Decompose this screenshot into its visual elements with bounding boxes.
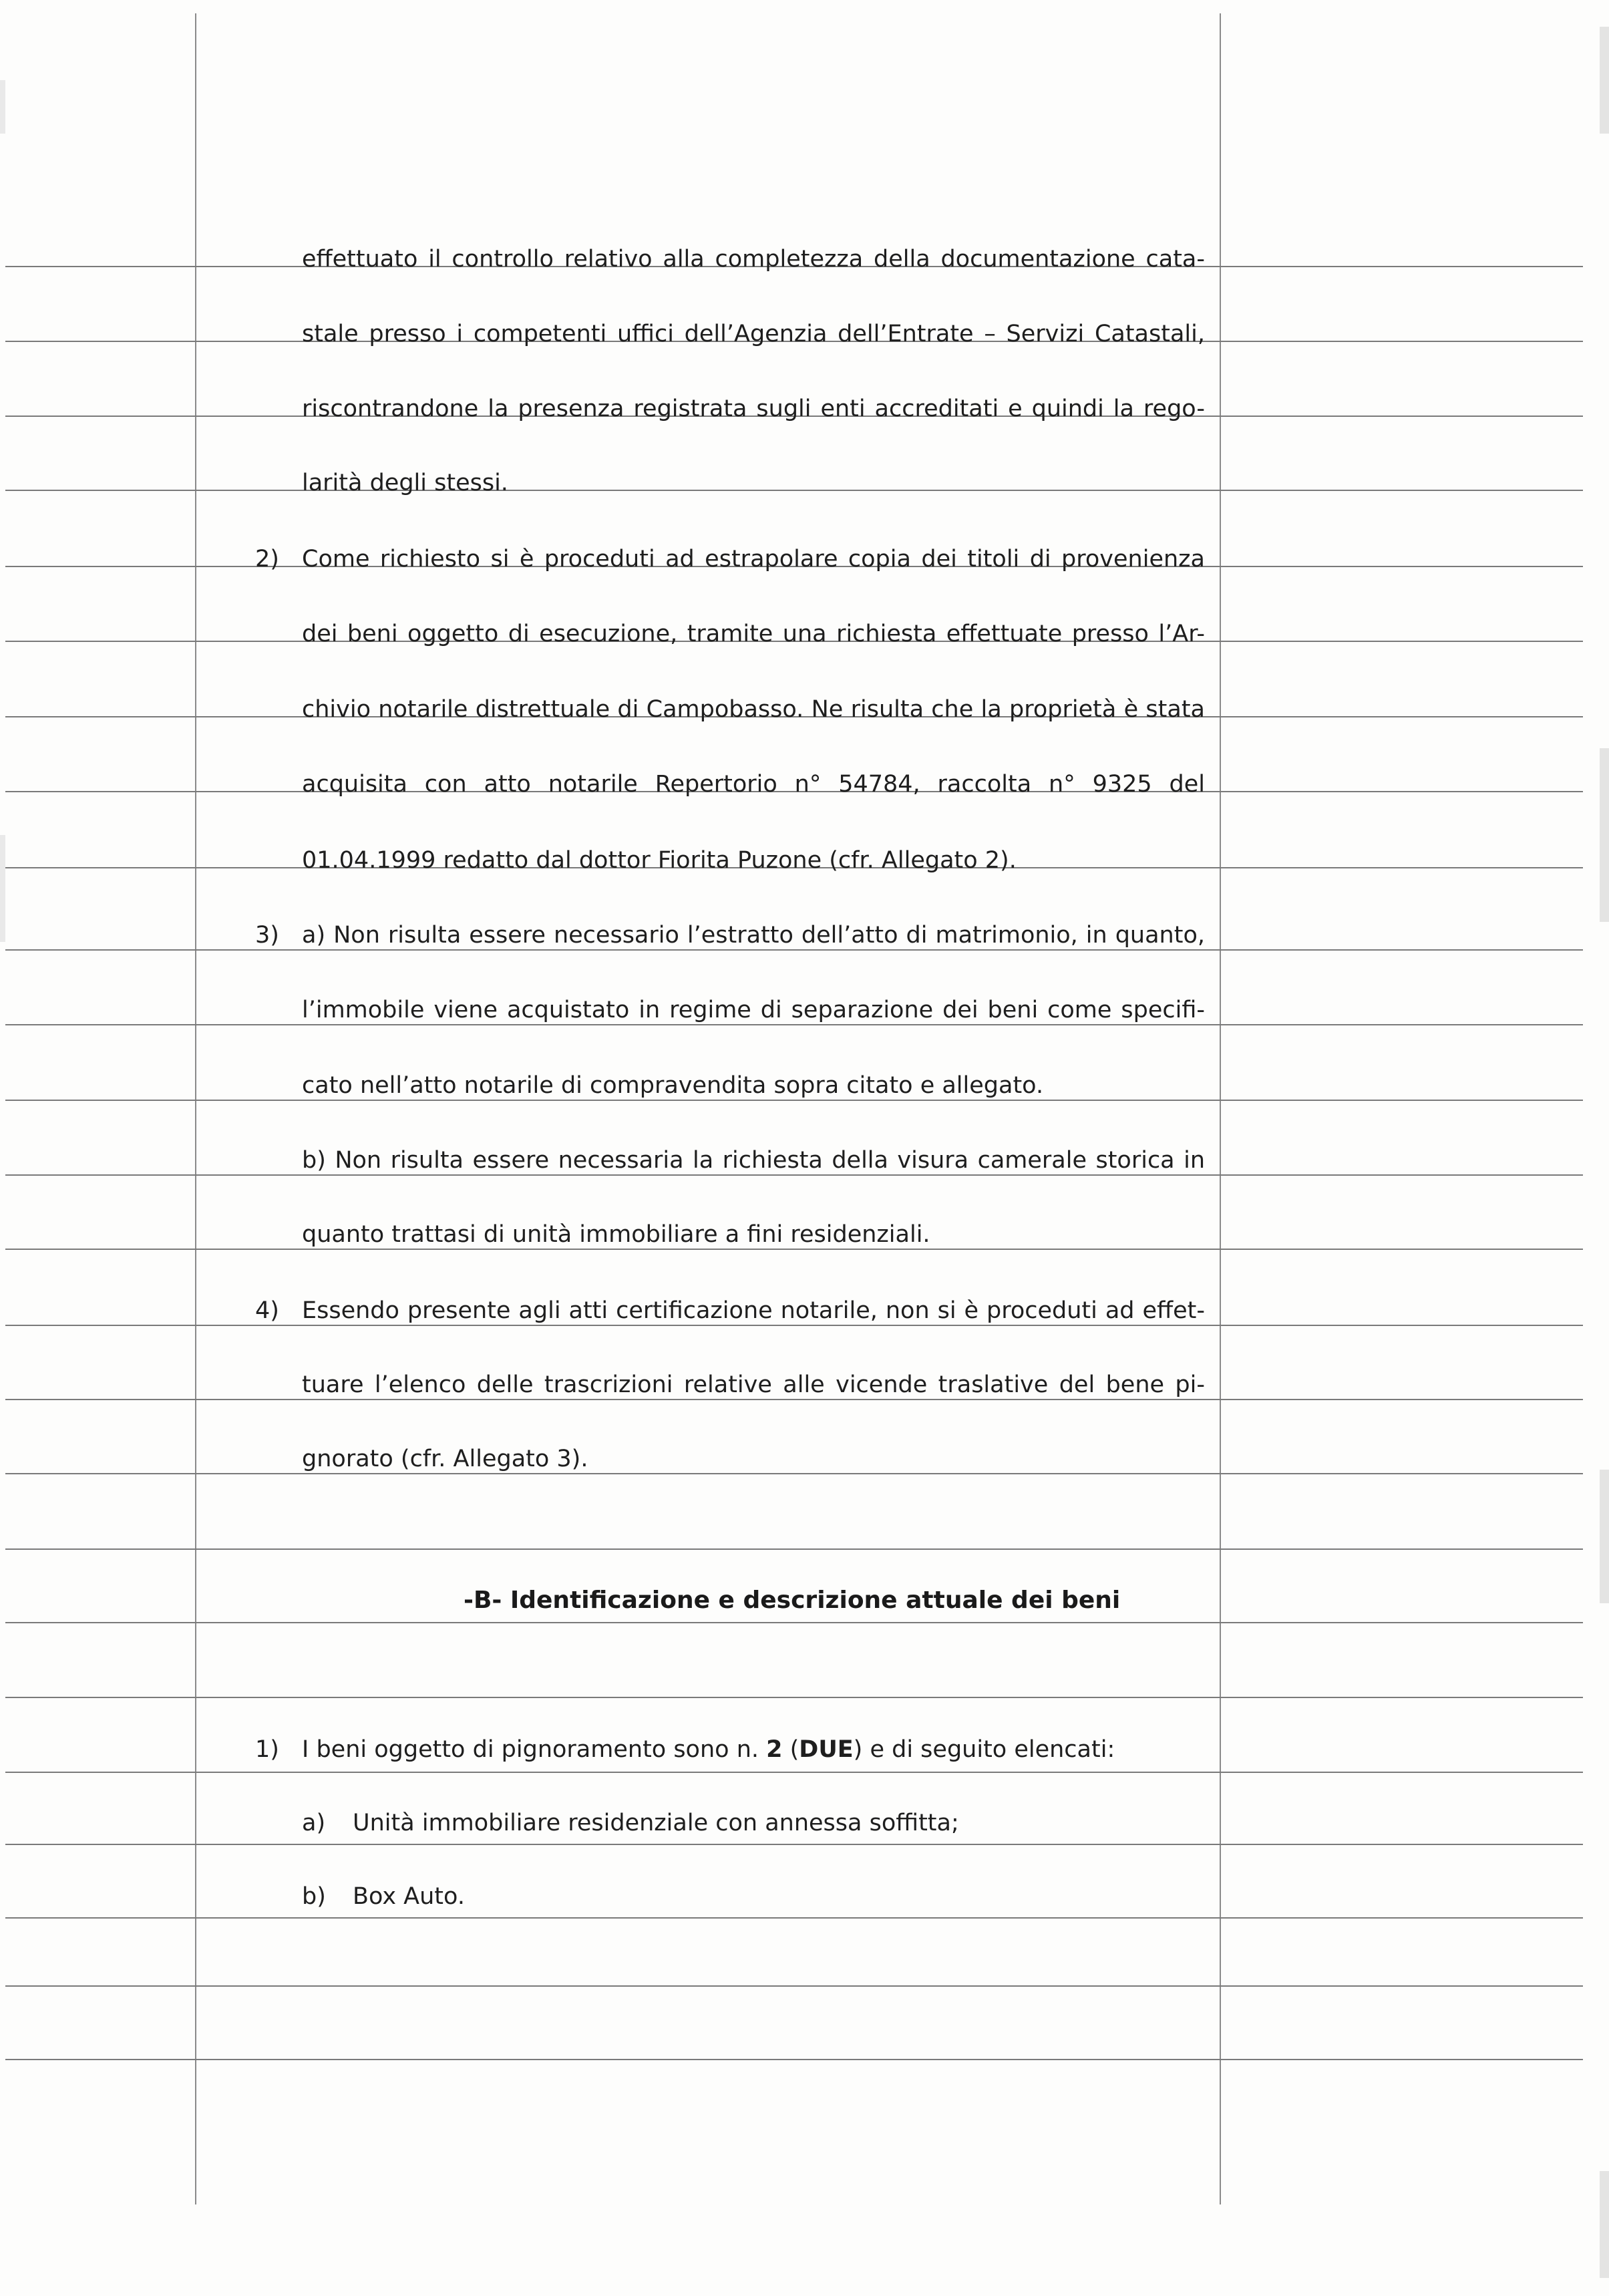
item1-text: I beni oggetto di pignoramento sono n.: [302, 1736, 767, 1763]
item4-line: tuare l’elenco delle trascrizioni relative alle vicende traslative del bene pi-: [302, 1371, 1205, 1398]
item3-line: cato nell’atto notarile di compravendita sopra citato e allegato.: [302, 1072, 1044, 1099]
scan-edge-shadow: [0, 835, 5, 942]
item3-line: l’immobile viene acquistato in regime di separazione dei beni come specifi-: [302, 997, 1205, 1023]
item2-line: acquisita con atto notarile Repertorio n° 54784, raccolta n° 9325 del: [302, 771, 1205, 798]
scan-edge-shadow: [1600, 2171, 1609, 2278]
item3-line: b) Non risulta essere necessaria la richiesta della visura camerale storica in: [302, 1147, 1205, 1174]
sub-item-text: Box Auto.: [353, 1883, 465, 1910]
item1-count-word: DUE: [799, 1736, 854, 1763]
paragraph-line: stale presso i competenti uffici dell’Agenzia dell’Entrate – Servizi Catastali,: [302, 321, 1205, 347]
list-number: 3): [255, 922, 279, 949]
section-b-item1: [302, 1735, 1115, 1764]
item2-line: 01.04.1999 redatto dal dottor Fiorita Puzone (cfr. Allegato 2).: [302, 847, 1017, 874]
list-number: 2): [255, 546, 279, 572]
scan-edge-shadow: [1600, 1470, 1609, 1603]
list-number: 4): [255, 1297, 279, 1324]
item1-paren: (: [782, 1736, 799, 1763]
ruled-line: [5, 1985, 1583, 1987]
scan-edge-shadow: [1600, 27, 1609, 134]
ruled-line: [5, 1548, 1583, 1550]
item1-count: 2: [766, 1736, 783, 1763]
item4-line: Essendo presente agli atti certificazione notarile, non si è proceduti ad effet-: [302, 1297, 1205, 1324]
sub-item-label: b): [302, 1883, 326, 1910]
item2-line: dei beni oggetto di esecuzione, tramite una richiesta effettuate presso l’Ar-: [302, 621, 1205, 647]
item4-line: gnorato (cfr. Allegato 3).: [302, 1446, 588, 1472]
paragraph-line: larità degli stessi.: [302, 470, 508, 496]
ruled-line: [5, 2059, 1583, 2060]
item2-line: Come richiesto si è proceduti ad estrapolare copia dei titoli di provenienza: [302, 546, 1205, 572]
ruled-line: [5, 1844, 1583, 1845]
sub-item-text: Unità immobiliare residenziale con annessa soffitta;: [353, 1810, 959, 1836]
ruled-line: [5, 1622, 1583, 1623]
ruled-line: [5, 1772, 1583, 1773]
ruled-line: [5, 1473, 1583, 1474]
right-margin-line: [1220, 13, 1221, 2204]
left-margin-line: [195, 13, 196, 2204]
ruled-line: [5, 490, 1583, 491]
scan-edge-shadow: [1600, 748, 1609, 922]
item1-text-after: ) e di seguito elencati:: [853, 1736, 1115, 1763]
item3-line: quanto trattasi di unità immobiliare a fini residenziali.: [302, 1221, 930, 1248]
ruled-line: [5, 1917, 1583, 1919]
list-number: 1): [255, 1736, 279, 1763]
paragraph-line: effettuato il controllo relativo alla completezza della documentazione cata-: [302, 246, 1205, 273]
scan-edge-shadow: [0, 80, 5, 134]
item2-line: chivio notarile distrettuale di Campobasso. Ne risulta che la proprietà è stata: [302, 696, 1205, 723]
sub-item-label: a): [302, 1810, 326, 1836]
section-heading: -B- Identificazione e descrizione attuale dei beni: [464, 1587, 1121, 1614]
item3-line: a) Non risulta essere necessario l’estratto dell’atto di matrimonio, in quanto,: [302, 922, 1205, 949]
ruled-line: [5, 1697, 1583, 1698]
paragraph-line: riscontrandone la presenza registrata sugli enti accreditati e quindi la rego-: [302, 395, 1205, 422]
